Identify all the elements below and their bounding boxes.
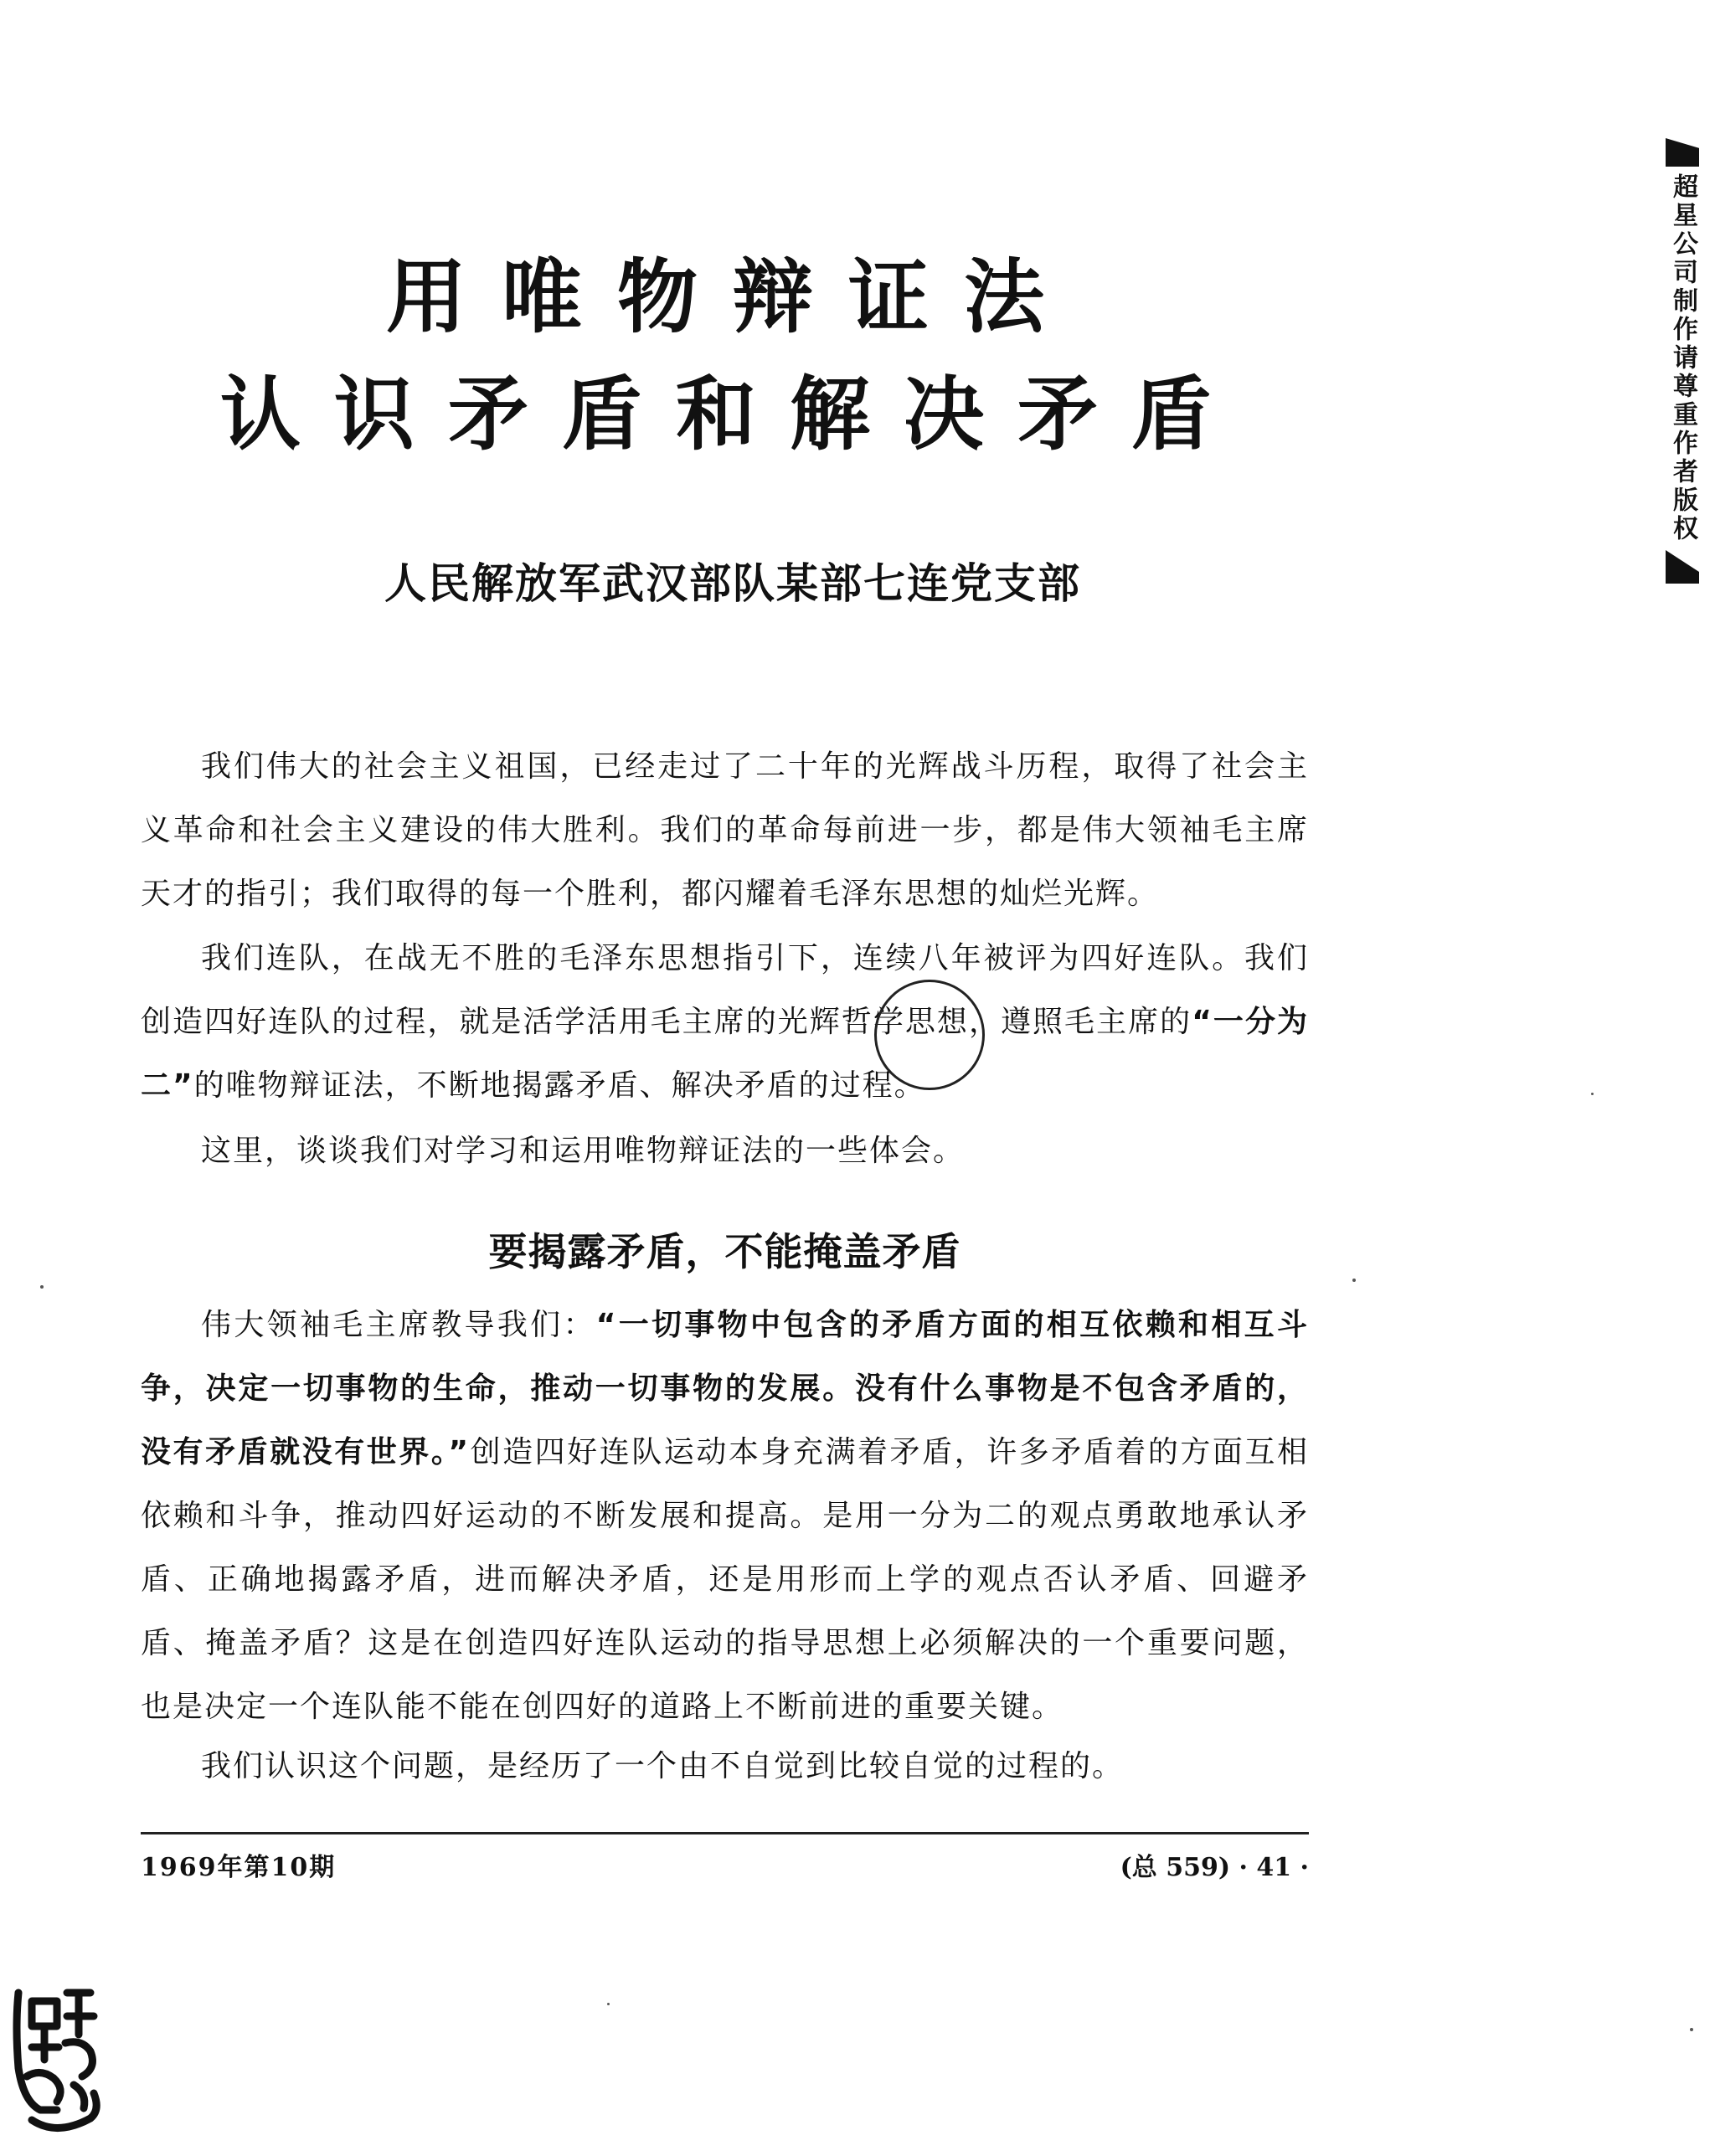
article-title-line-1: 用唯物辩证法	[386, 250, 1079, 344]
paragraph-2	[141, 927, 1309, 1118]
scan-speck	[607, 2003, 610, 2005]
footer-issue: 1969年第10期	[141, 1853, 337, 1882]
article-title-line-2: 认识矛盾和解决矛盾	[220, 368, 1245, 461]
scan-speck	[40, 1285, 44, 1289]
paragraph-5: 我们认识这个问题，是经历了一个由不自觉到比较自觉的过程的。	[201, 1749, 1125, 1783]
scan-speck	[1690, 2028, 1693, 2031]
side-notice-top-bar	[1666, 138, 1699, 167]
side-notice-text: 超星公司制作请尊重作者版权	[1668, 173, 1697, 543]
paragraph-1: 我们伟大的社会主义祖国，已经走过了二十年的光辉战斗历程，取得了社会主义革命和社会主义建设的伟大胜利。我们的革命每前进一步，都是伟大领袖毛主席天才的指引；我们取得的每一个胜利，都闪耀着毛泽东思想的灿烂光辉。	[141, 749, 1309, 911]
paragraph-3: 这里，谈谈我们对学习和运用唯物辩证法的一些体会。	[201, 1134, 966, 1168]
scan-speck	[1591, 1093, 1594, 1095]
scan-speck	[1352, 1279, 1356, 1282]
footer-page-number: (总 559) · 41 ·	[1120, 1853, 1309, 1882]
publisher-seal-logo	[7, 1976, 107, 2143]
paragraph-4-quote: “一切事物中包含的矛盾方面的相互依赖和相互斗争，决定一切事物的生命，推动一切事物的发展。没有什么事物是不包含矛盾的，没有矛盾就没有世界。”	[141, 1308, 1309, 1469]
paragraph-4	[141, 1294, 1309, 1739]
paragraph-2-text-b: 的唯物辩证法，不断地揭露矛盾、解决矛盾的过程。	[193, 1068, 926, 1103]
footer-divider	[141, 1832, 1309, 1834]
paragraph-4-text-a: 伟大领袖毛主席教导我们：	[201, 1308, 596, 1342]
paragraph-2-quote: “一分为二”	[141, 1005, 1309, 1103]
article-byline: 人民解放军武汉部队某部七连党支部	[384, 558, 1081, 608]
paragraph-2-text-a: 我们连队，在战无不胜的毛泽东思想指引下，连续八年被评为四好连队。我们创造四好连队的过程，就是活学活用毛主席的光辉哲学思想，遵照毛主席的	[141, 941, 1309, 1039]
section-heading: 要揭露矛盾，不能掩盖矛盾	[488, 1229, 961, 1274]
copyright-side-notice	[1662, 138, 1702, 584]
paragraph-4-text-b: 创造四好连队运动本身充满着矛盾，许多矛盾着的方面互相依赖和斗争，推动四好运动的不断发展和提高。是用一分为二的观点勇敢地承认矛盾、正确地揭露矛盾，进而解决矛盾，还是用形而上学的观点否认矛盾、回避矛盾、掩盖矛盾？这是在创造四好连队运动的指导思想上必须解决的一个重要问题，也是决定一个连队能不能在创四好的道路上不断前进的重要关键。	[141, 1435, 1309, 1724]
hand-drawn-circle-mark	[874, 980, 985, 1090]
side-notice-bottom-bar	[1666, 550, 1699, 584]
